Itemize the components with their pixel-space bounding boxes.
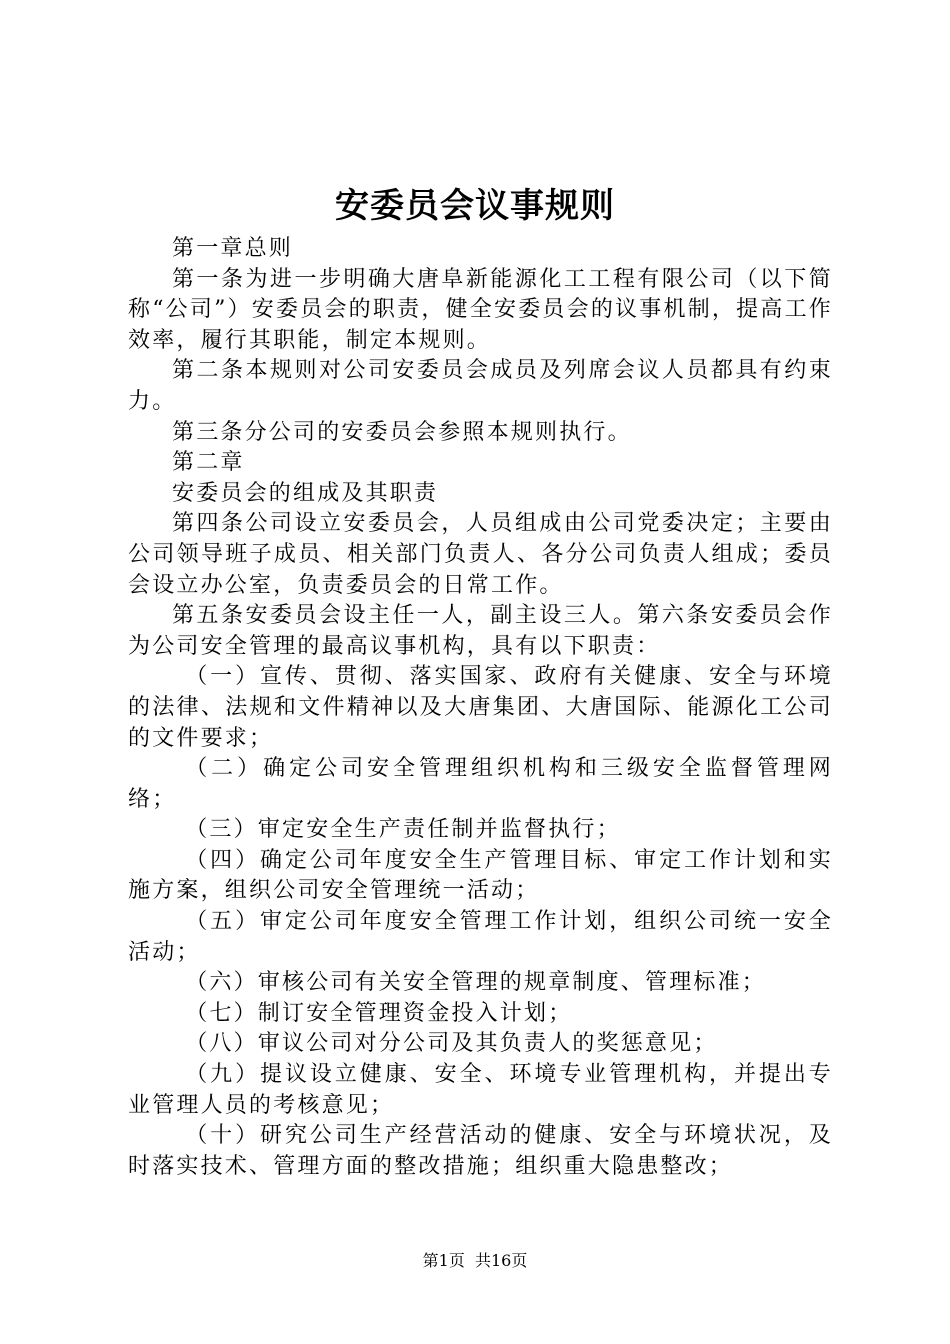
duty-list-item: （四）确定公司年度安全生产管理目标、审定工作计划和实施方案，组织公司安全管理统一活动； <box>128 847 833 904</box>
chapter-subheading: 安委员会的组成及其职责 <box>172 480 439 506</box>
chapter-heading: 第一章总则 <box>172 236 294 261</box>
duty-list-item: （二）确定公司安全管理组织机构和三级安全监督管理网络； <box>128 756 833 812</box>
page-number-footer: 第1页 共16页 <box>422 1251 528 1270</box>
duty-list-item: （五）审定公司年度安全管理工作计划，组织公司统一安全活动； <box>128 909 833 965</box>
duty-list-item: （十）研究公司生产经营活动的健康、安全与环境状况，及时落实技术、管理方面的整改措施；组织重大隐患整改； <box>128 1123 833 1179</box>
article-paragraph: 第五条安委员会设主任一人，副主设三人。第六条安委员会作为公司安全管理的最高议事机构，具有以下职责： <box>128 603 833 659</box>
duty-list-item: （六）审核公司有关安全管理的规章制度、管理标准； <box>185 970 766 996</box>
article-paragraph: 第一条为进一步明确大唐阜新能源化工工程有限公司（以下简称“公司”）安委员会的职责，健全安委员会的议事机制，提高工作效率，履行其职能，制定本规则。 <box>128 266 833 353</box>
article-paragraph: 第四条公司设立安委员会，人员组成由公司党委决定；主要由公司领导班子成员、相关部门负责人、各分公司负责人组成；委员会设立办公室，负责委员会的日常工作。 <box>128 511 833 598</box>
article-paragraph: 第二条本规则对公司安委员会成员及列席会议人员都具有约束力。 <box>128 358 833 414</box>
duty-list-item: （八）审议公司对分公司及其负责人的奖惩意见； <box>185 1031 718 1057</box>
chapter-heading: 第二章 <box>172 450 245 476</box>
duty-list-item: （九）提议设立健康、安全、环境专业管理机构，并提出专业管理人员的考核意见； <box>128 1062 833 1118</box>
duty-list-item: （三）审定安全生产责任制并监督执行； <box>185 817 621 843</box>
document-body <box>128 234 833 1182</box>
duty-list-item: （一）宣传、贯彻、落实国家、政府有关健康、安全与环境的法律、法规和文件精神以及大唐集团、大唐国际、能源化工公司的文件要求； <box>128 664 833 751</box>
document-title: 安委员会议事规则 <box>335 186 615 226</box>
article-paragraph: 第三条分公司的安委员会参照本规则执行。 <box>172 419 632 445</box>
duty-list-item: （七）制订安全管理资金投入计划； <box>185 1000 573 1026</box>
